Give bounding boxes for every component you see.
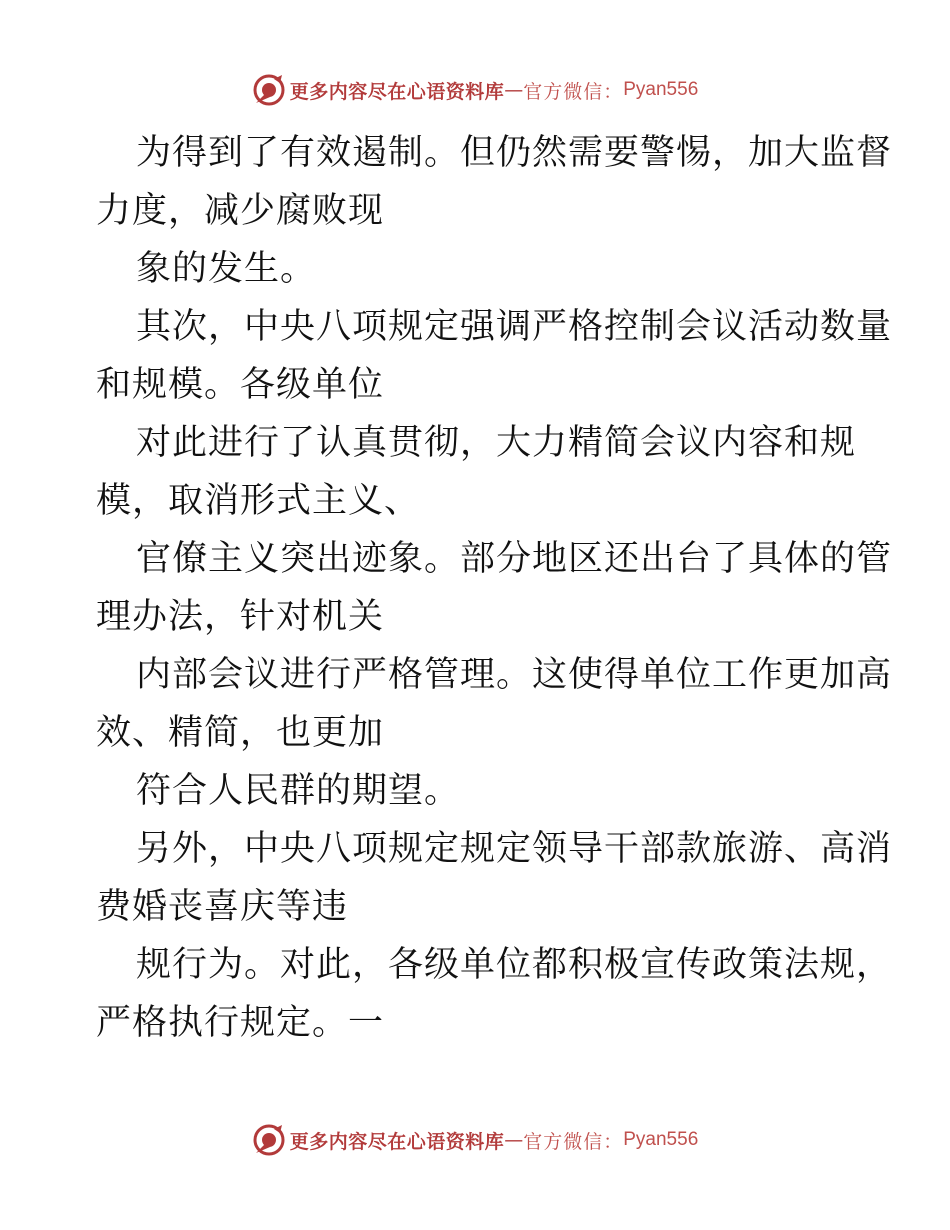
text-line: 内部会议进行严格管理。这使得单位工作更加高	[136, 655, 893, 695]
text-line: 象的发生。	[136, 249, 317, 289]
text-line: 规行为。对此，各级单位都积极宣传政策法规，	[136, 945, 893, 985]
text-line: 模，取消形式主义、	[96, 481, 421, 521]
text-line: 效、精简，也更加	[96, 713, 385, 753]
text-line: 和规模。各级单位	[96, 365, 385, 405]
text-line: 另外，中央八项规定规定领导干部款旅游、高消	[136, 829, 893, 869]
banner-wechat-id: Pyan556	[623, 1129, 699, 1150]
banner-separator: —	[504, 1129, 524, 1151]
text-line: 费婚丧喜庆等违	[96, 887, 349, 927]
pen-logo-icon	[252, 1123, 286, 1157]
banner-separator: —	[504, 79, 524, 101]
text-line: 对此进行了认真贯彻，大力精简会议内容和规	[136, 423, 857, 463]
text-line: 理办法，针对机关	[96, 597, 385, 637]
text-line: 其次，中央八项规定强调严格控制会议活动数量	[136, 307, 893, 347]
text-line: 官僚主义突出迹象。部分地区还出台了具体的管	[136, 539, 893, 579]
banner-text: 更多内容尽在心语资料库	[289, 1130, 505, 1153]
text-line: 力度，减少腐败现	[96, 191, 385, 231]
text-line: 严格执行规定。一	[96, 1003, 385, 1043]
banner-text: 更多内容尽在心语资料库	[289, 80, 505, 103]
header-banner	[0, 70, 950, 110]
text-line: 符合人民群的期望。	[136, 771, 461, 811]
pen-logo-icon	[252, 73, 286, 107]
banner-wechat-label: 官方微信：	[523, 1130, 624, 1153]
text-line: 为得到了有效遏制。但仍然需要警惕，加大监督	[136, 133, 893, 173]
banner-wechat-id: Pyan556	[623, 79, 699, 100]
banner-wechat-label: 官方微信：	[523, 80, 624, 103]
footer-banner	[0, 1120, 950, 1160]
document-body	[96, 124, 893, 1052]
